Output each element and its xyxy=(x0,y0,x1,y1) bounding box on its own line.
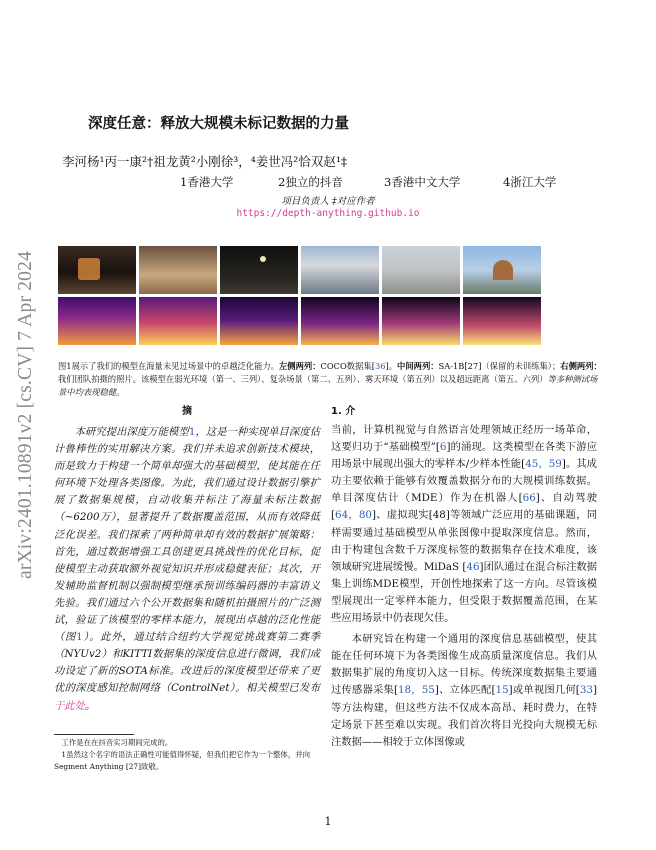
depth-map xyxy=(382,297,460,345)
intro-segment: ]、虚拟现实[48]等领域广泛应用的基础课题，同样需要通过基础模型从单张图像中提取深度信息。然而，由于构建包含数千万深度标签的数据集存在技术难度，该领域研究进展缓慢。MiDaS [ xyxy=(331,509,597,573)
citation-link[interactable]: 1 xyxy=(188,426,196,438)
abstract-text xyxy=(54,424,320,715)
caption-segment: 图1展示了我们的模型在海量未见过场景中的卓越泛化能力。 xyxy=(58,361,279,371)
page-number: 1 xyxy=(324,815,332,828)
citation-link[interactable]: 18，55 xyxy=(397,684,435,697)
intro-segment: ，使其能在任何环境下为各类图像生成高质量深度信息。我们从数据集扩展的角度切入这一目标。传统深度数据集主要通过传感器采集[ xyxy=(331,633,598,697)
abstract-segment: 。 xyxy=(84,699,96,712)
intro-segment: ]团队通过在混合标注数据集上训练MDE模型，开创性地探索了这一方向。尽管该模型展现出一定零样本能力，但受限于数据覆盖范围，在某些应用场景中仍表现欠佳。 xyxy=(331,560,597,625)
intro-segment: ]、自动驾驶[ xyxy=(331,492,597,522)
caption-segment: 左侧两列： xyxy=(279,361,321,371)
citation-link[interactable]: 36 xyxy=(374,361,386,371)
intro-paragraph-2 xyxy=(331,631,597,751)
photo-living-room xyxy=(58,246,136,294)
intro-segment: 本研究旨在 xyxy=(351,633,406,646)
depth-map xyxy=(58,297,136,345)
abstract-segment: ）。此外，通过结合纽约大学视觉挑战赛第二赛季（NYUv2）和KITTI数据集的深度信息进行微调，我们成功设定了新的SOTA标准。改进后的深度模型还带来了更优的深度感知控制网络（ControlNet）。相关模型已发布 xyxy=(54,631,321,695)
left-column xyxy=(54,403,320,715)
citation-link[interactable]: 64，80 xyxy=(335,509,372,522)
intro-segment: 当前，计算机视觉与自然语言处理领域正经历一场革命，这要归功于“基础模型”[ xyxy=(331,424,597,454)
abstract-heading: 摘 xyxy=(182,406,192,417)
intro-segment: 构建一个通用的深度信息基础模型 xyxy=(405,633,566,646)
project-url[interactable]: https://depth-anything.github.io xyxy=(236,208,420,219)
intro-segment: ]。其成功主要依赖于能够有效覆盖数据分布的大规模训练数据。单目深度估计（MDE）作为在机器人[ xyxy=(331,458,597,505)
author-list: 李河杨¹丙一康²†祖龙黄²小刚徐³，⁴姜世冯²恰双赵¹‡ xyxy=(62,154,348,169)
arxiv-stamp xyxy=(6,230,46,600)
footnote-rule xyxy=(54,734,134,735)
citation-link[interactable]: 15 xyxy=(495,684,509,697)
intro-segment: ]的涌现。这类模型在各类下游应用场景中展现出强大的零样本/少样本性能[ xyxy=(331,441,597,471)
citation-link[interactable]: 45，59 xyxy=(525,458,562,471)
arxiv-stamp-text: arXiv:2401.10891v2 [cs.CV] 7 Apr 2024 xyxy=(15,250,37,580)
footnote-1: 工作是在在抖音实习期间完成的。 xyxy=(61,738,173,747)
author-note: 项目负责人 ‡对应作者 xyxy=(281,196,375,207)
citation-link[interactable]: 6 xyxy=(439,441,447,454)
citation-link[interactable]: 1 xyxy=(76,631,83,644)
intro-segment: ]、立体匹配[ xyxy=(434,684,496,697)
footnotes xyxy=(54,734,320,773)
abstract-segment: ，这是一种实现单目深度估计鲁棒性的实用解决方案。我们并未追求创新技术模块，而是致力于构建一个简单却强大的基础模型，使其能在任何环境下处理各类图像。为此，我们通过设计数据引擎扩展了数据集规模，自动收集并标注了海量未标注数据（~6200万），显著提升了数据覆盖范围，从而有效降低泛化误差。我们探索了两种简单却有效的数据扩展策略：首先，通过数据增强工具创建更具挑战性的优化目标，促使模型主动获取额外视觉知识并形成稳健表征；其次，开发辅助监督机制以强制模型继承预训练编码器的丰富语义先验。我们通过六个公开数据集和随机拍摄照片的广泛测试，验证了该模型的零样本能力，展现出卓越的泛化性能（图 xyxy=(54,426,321,644)
depth-map xyxy=(220,297,298,345)
photo-foggy-city xyxy=(382,246,460,294)
paper-title: 深度任意：释放大规模未标记数据的力量 xyxy=(88,116,349,132)
intro-segment: ]或单视图几何[ xyxy=(508,684,580,697)
caption-segment: 右侧两列： xyxy=(560,361,602,371)
depth-map xyxy=(301,297,379,345)
affiliation: 1香港大学 xyxy=(180,175,234,189)
citation-link[interactable]: 46 xyxy=(466,560,480,573)
photo-dinner-party xyxy=(139,246,217,294)
intro-segment: ]等方法构建，但这些方法不仅成本高昂、耗时费力，在特定场景下甚至难以实现。我们首次将目光投向大规模无标注数据——相较于立体图像或 xyxy=(331,684,597,748)
release-link[interactable]: 于此处 xyxy=(54,699,85,712)
affiliation: 4浙江大学 xyxy=(503,175,557,189)
intro-heading: 1. 介 xyxy=(331,406,356,417)
citation-link[interactable]: 33 xyxy=(579,684,593,697)
depth-map xyxy=(463,297,541,345)
photo-domed-building xyxy=(463,246,541,294)
caption-segment: 等多种测试场景中均表现稳健 xyxy=(58,374,598,397)
photo-city-skyline xyxy=(301,246,379,294)
depth-map xyxy=(139,297,217,345)
caption-segment: ]。 xyxy=(385,361,398,371)
caption-segment: SA-1B[27]（保留的未训练集）； xyxy=(438,361,561,371)
footnote-2: 1虽然这个名字的语法正确性可能值得怀疑，但我们把它作为一个整体，并向Segment Anything [27]致敬。 xyxy=(54,750,310,771)
figure-caption xyxy=(58,360,603,399)
citation-link[interactable]: 66 xyxy=(522,492,536,505)
photo-dark-street xyxy=(220,246,298,294)
right-column xyxy=(331,403,597,751)
caption-segment: 中间两列： xyxy=(397,361,439,371)
caption-segment: 。 xyxy=(116,387,125,397)
affiliation: 2独立的抖音 xyxy=(278,175,343,189)
abstract-segment: 本研究提出深度万能模型 xyxy=(74,426,189,438)
intro-paragraph-1 xyxy=(331,422,597,627)
caption-segment: COCO数据集[ xyxy=(320,361,375,371)
caption-segment: 我们团队拍摄的照片。该模型在弱光环境（第一、三列）、复杂场景（第二、五列）、雾天环境（第五列）以及超远距离（第五、六列） xyxy=(58,374,548,384)
affiliation: 3香港中文大学 xyxy=(384,175,461,189)
